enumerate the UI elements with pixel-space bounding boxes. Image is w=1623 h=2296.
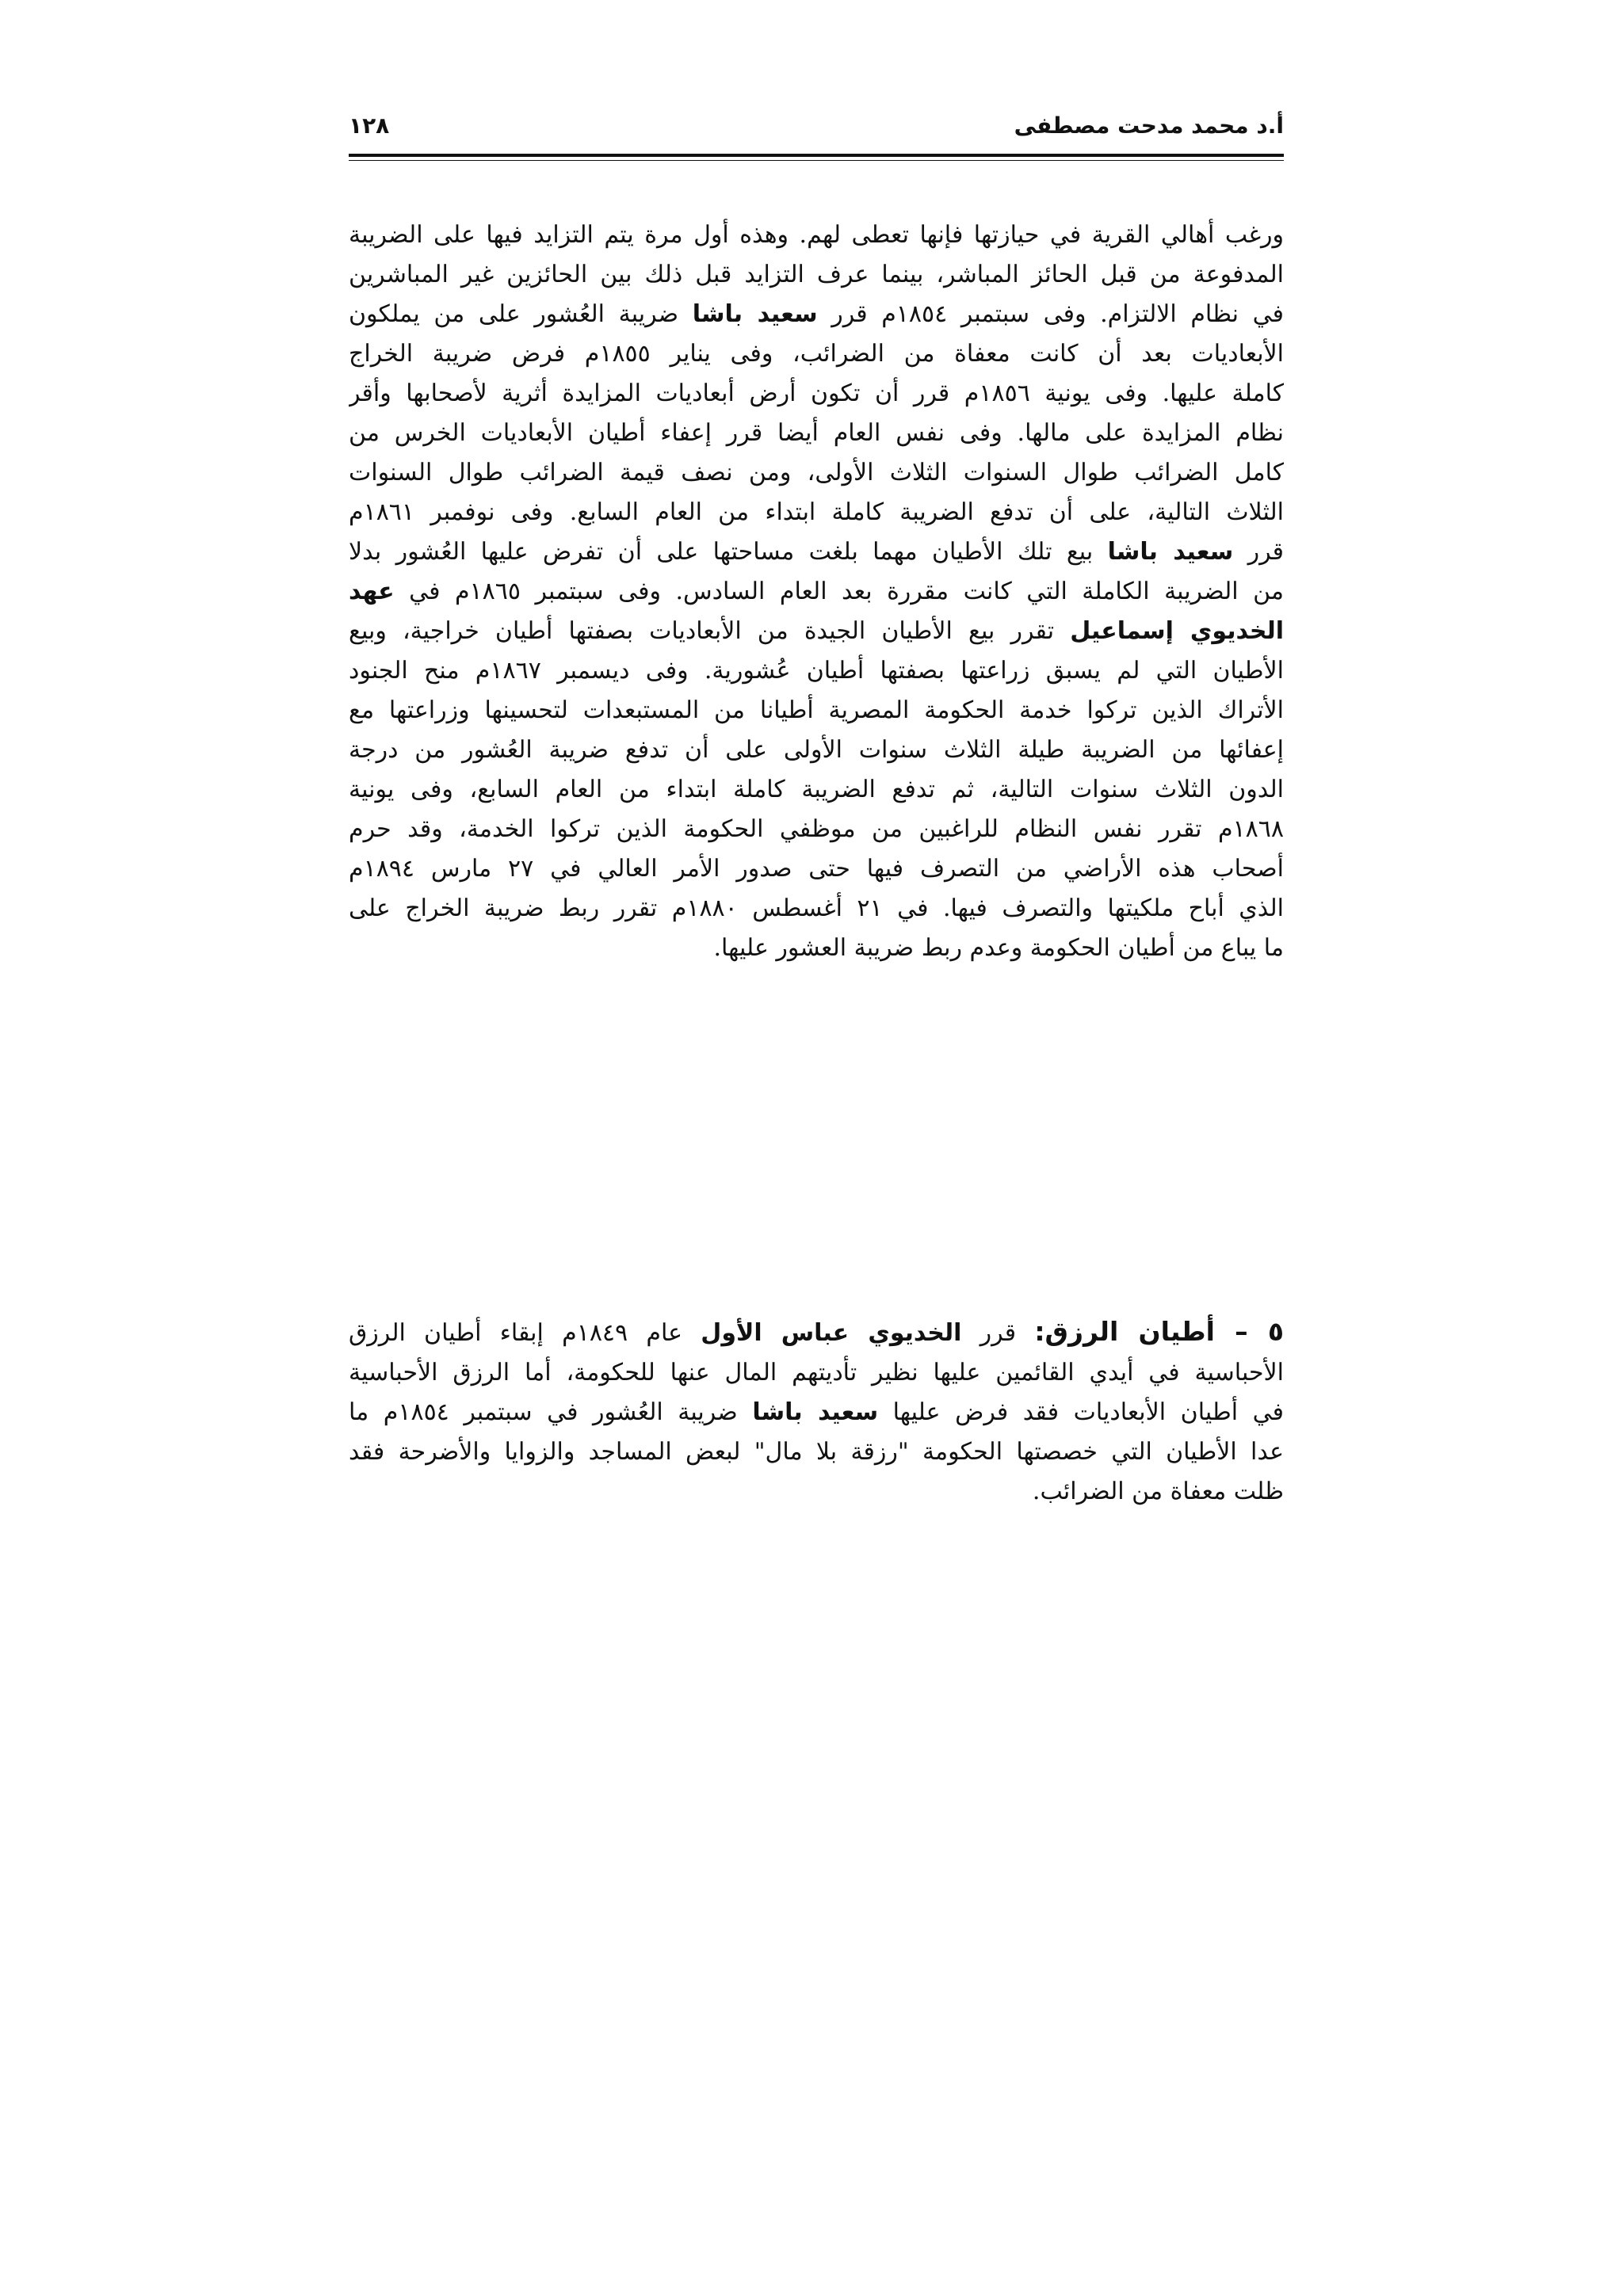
paragraph-line: ١٨٦٨م تقرر نفس النظام للراغبين من موظفي الحكومة الذين تركوا الخدمة، وقد حرم <box>349 815 1284 843</box>
bold-term: سعيد باشا <box>692 300 818 328</box>
page-number: ١٢٨ <box>349 112 390 139</box>
paragraph-line: في أطيان الأبعاديات فقد فرض عليها سعيد باشا ضريبة العُشور في سبتمبر ١٨٥٤م ما <box>349 1398 1284 1426</box>
paragraph-line-text: قرر الخديوي عباس الأول عام ١٨٤٩م إبقاء أطيان الرزق <box>349 1319 1017 1347</box>
paragraph-line: الأحباسية في أيدي القائمين عليها نظير تأديتهم المال عنها للحكومة، أما الرزق الأحباسية <box>349 1359 1284 1386</box>
paragraph-line: أصحاب هذه الأراضي من التصرف فيها حتى صدور الأمر العالي في ٢٧ مارس ١٨٩٤م <box>349 855 1284 883</box>
paragraph-line: الثلاث التالية، على أن تدفع الضريبة كاملة ابتداء من العام السابع. وفى نوفمبر ١٨٦١م <box>349 498 1284 526</box>
paragraph-line: المدفوعة من قبل الحائز المباشر، بينما عرف التزايد قبل ذلك بين الحائزين غير المباشرين <box>349 261 1284 288</box>
paragraph-line: إعفائها من الضريبة طيلة الثلاث سنوات الأولى على أن تدفع ضريبة العُشور من درجة <box>349 736 1284 764</box>
author-name: أ.د محمد مدحت مصطفى <box>1014 112 1284 139</box>
header-rule-thin <box>349 160 1284 161</box>
paragraph-line: كاملة عليها. وفى يونية ١٨٥٦م قرر أن تكون أرض أبعاديات المزايدة أثرية لأصحابها وأقر <box>349 379 1284 407</box>
paragraph-line <box>349 1312 1284 1353</box>
bold-term: الخديوي إسماعيل <box>1070 617 1284 645</box>
paragraph-line: قرر سعيد باشا بيع تلك الأطيان مهما بلغت مساحتها على أن تفرض عليها العُشور بدلا <box>349 538 1284 566</box>
bold-term: سعيد باشا <box>1107 538 1234 566</box>
section-heading: ٥ – أطيان الرزق: <box>1034 1316 1284 1347</box>
paragraph-line: الدون الثلاث سنوات التالية، ثم تدفع الضريبة كاملة ابتداء من العام السابع، وفى يونية <box>349 776 1284 803</box>
paragraph-line: الأطيان التي لم يسبق زراعتها بصفتها أطيان عُشورية. وفى ديسمبر ١٨٦٧م منح الجنود <box>349 657 1284 685</box>
paragraph-line: ورغب أهالي القرية في حيازتها فإنها تعطى لهم. وهذه أول مرة يتم التزايد فيها على الضريبة <box>349 221 1284 249</box>
bold-term: الخديوي عباس الأول <box>701 1319 962 1347</box>
paragraph-1 <box>349 215 1284 968</box>
paragraph-line: الأتراك الذين تركوا خدمة الحكومة المصرية أطيانا من المستبعدات لتحسينها وزراعتها مع <box>349 696 1284 724</box>
paragraph-line: ما يباع من أطيان الحكومة وعدم ربط ضريبة العشور عليها. <box>713 934 1284 962</box>
paragraph-2 <box>349 1312 1284 1512</box>
paragraph-line: الخديوي إسماعيل تقرر بيع الأطيان الجيدة من الأبعاديات بصفتها أطيان خراجية، وبيع <box>349 617 1284 645</box>
bold-term: سعيد باشا <box>752 1398 879 1426</box>
page-header <box>349 101 1284 149</box>
bold-term: عهد <box>349 578 395 605</box>
paragraph-line: عدا الأطيان التي خصصتها الحكومة "رزقة بلا مال" لبعض المساجد والزوايا والأضرحة فقد <box>349 1438 1284 1466</box>
paragraph-line: في نظام الالتزام. وفى سبتمبر ١٨٥٤م قرر سعيد باشا ضريبة العُشور على من يملكون <box>349 300 1284 328</box>
paragraph-line: ظلت معفاة من الضرائب. <box>1032 1478 1284 1505</box>
paragraph-line: من الضريبة الكاملة التي كانت مقررة بعد العام السادس. وفى سبتمبر ١٨٦٥م في عهد <box>349 578 1284 605</box>
header-rule <box>349 154 1284 157</box>
paragraph-line: نظام المزايدة على مالها. وفى نفس العام أيضا قرر إعفاء أطيان الأبعاديات الخرس من <box>349 419 1284 447</box>
paragraph-line: كامل الضرائب طوال السنوات الثلاث الأولى، ومن نصف قيمة الضرائب طوال السنوات <box>349 459 1284 486</box>
paragraph-line: الأبعاديات بعد أن كانت معفاة من الضرائب، وفى يناير ١٨٥٥م فرض ضريبة الخراج <box>349 340 1284 368</box>
paragraph-line: الذي أباح ملكيتها والتصرف فيها. في ٢١ أغسطس ١٨٨٠م تقرر ربط ضريبة الخراج على <box>349 894 1284 922</box>
